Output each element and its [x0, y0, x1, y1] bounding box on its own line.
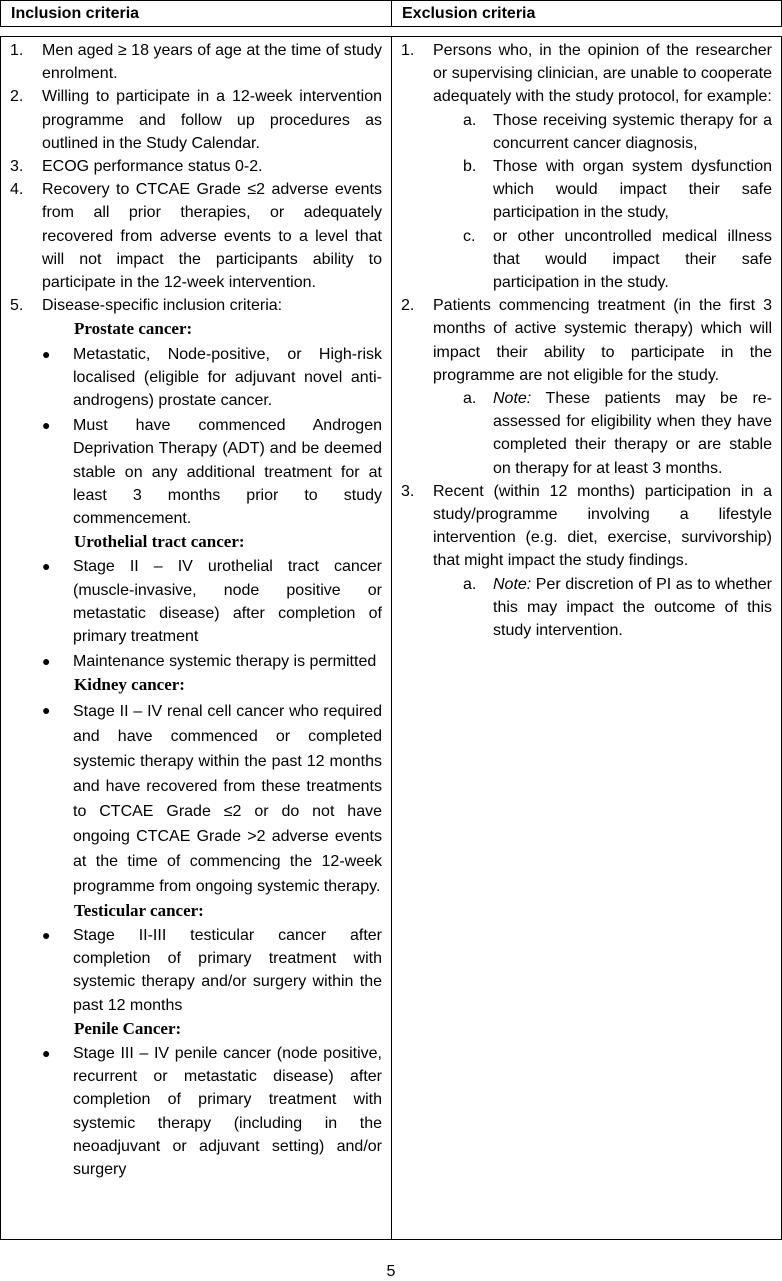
- bullet-text: Metastatic, Node-positive, or High-risk localised (eligible for adjuvant novel anti-androgens) prostate cancer.: [73, 345, 382, 410]
- criteria-table-body: [0, 36, 782, 1240]
- inclusion-item: [10, 178, 382, 294]
- bullet-icon: ●: [42, 417, 51, 434]
- testicular-cancer-heading: Testicular cancer:: [74, 900, 204, 920]
- note-label: Note:: [493, 575, 532, 593]
- item-text: Disease-specific inclusion criteria:: [42, 297, 283, 315]
- bullet-text: Must have commenced Androgen Deprivation Therapy (ADT) and be deemed stable on any additional treatment for at least 3 months prior to study commencement.: [73, 417, 382, 528]
- sub-item-text: or other uncontrolled medical illness that would impact their safe participation in the study.: [493, 227, 772, 292]
- criteria-table-header: [0, 0, 782, 27]
- note-text: Per discretion of PI as to whether this may impact the outcome of this study intervention.: [493, 575, 772, 640]
- inclusion-column: [1, 37, 392, 1239]
- item-number: 2.: [10, 88, 24, 106]
- exclusion-item: [401, 480, 772, 573]
- item-number: 3.: [10, 158, 24, 176]
- sub-item-text: Those receiving systemic therapy for a concurrent cancer diagnosis,: [493, 111, 772, 152]
- item-number: 5.: [10, 297, 24, 315]
- sub-item: [463, 225, 772, 295]
- inclusion-item: [10, 39, 382, 85]
- bullet-item: [42, 924, 382, 1017]
- item-text: Recovery to CTCAE Grade ≤2 adverse events from all prior therapies, or adequately recovered from adverse events to a level that will not impact the participants ability to participate in the 12-week intervention.: [42, 181, 382, 292]
- item-number: 4.: [10, 181, 24, 199]
- kidney-cancer-heading: Kidney cancer:: [74, 675, 185, 695]
- bullet-icon: ●: [42, 1044, 51, 1061]
- item-number: 3.: [401, 482, 415, 500]
- inclusion-item: [10, 155, 382, 178]
- sub-item: [463, 109, 772, 155]
- page-number: 5: [386, 1263, 396, 1280]
- penile-cancer-heading: Penile Cancer:: [74, 1018, 182, 1038]
- exclusion-item: [401, 294, 772, 387]
- bullet-icon: ●: [42, 558, 51, 575]
- item-number: 1.: [10, 42, 24, 59]
- bullet-text: Maintenance systemic therapy is permitted: [73, 653, 377, 671]
- prostate-cancer-heading: Prostate cancer:: [74, 319, 193, 339]
- note-label: Note:: [493, 390, 532, 408]
- bullet-icon: ●: [42, 653, 51, 670]
- sub-item-letter: a.: [463, 111, 477, 129]
- inclusion-item: [10, 85, 382, 155]
- item-text: Recent (within 12 months) participation in a study/programme involving a lifestyle intervention (e.g. diet, exercise, survivorship) that might impact the study findings.: [433, 482, 772, 570]
- bullet-text: Stage III – IV penile cancer (node positive, recurrent or metastatic disease) after completion of primary treatment with systemic therapy (including in the neoadjuvant or adjuvant setting) and/or surgery: [73, 1044, 382, 1178]
- bullet-icon: ●: [42, 345, 51, 362]
- sub-item-letter: a.: [463, 390, 477, 408]
- item-text: ECOG performance status 0-2.: [42, 158, 263, 176]
- sub-item-text: Those with organ system dysfunction which would impact their safe participation in the study,: [493, 158, 772, 222]
- sub-item-letter: b.: [463, 158, 477, 176]
- bullet-icon: ●: [42, 926, 51, 943]
- bullet-item: [42, 343, 382, 413]
- sub-item-text: [493, 573, 772, 643]
- bullet-item: [42, 699, 382, 899]
- bullet-item: [42, 414, 382, 530]
- item-number: 1.: [401, 42, 415, 59]
- item-text: Willing to participate in a 12-week intervention programme and follow up procedures as outlined in the Study Calendar.: [42, 88, 382, 152]
- urothelial-cancer-heading: Urothelial tract cancer:: [74, 532, 245, 552]
- item-text: Men aged ≥ 18 years of age at the time of study enrolment.: [42, 42, 382, 83]
- sub-item: [463, 573, 772, 643]
- note-text: These patients may be re-assessed for eligibility when they have completed their therapy or are stable on therapy for at least 3 months.: [493, 390, 772, 477]
- item-text: Patients commencing treatment (in the first 3 months of active systemic therapy) which will impact their ability to participate in the programme are not eligible for the study.: [433, 297, 772, 384]
- inclusion-criteria-heading: Inclusion criteria: [1, 1, 392, 26]
- exclusion-column: [392, 37, 781, 1239]
- sub-item-letter: a.: [463, 575, 477, 593]
- sub-item: [463, 155, 772, 225]
- bullet-item: [42, 1042, 382, 1181]
- exclusion-criteria-heading: Exclusion criteria: [402, 5, 536, 22]
- item-text: Persons who, in the opinion of the researcher or supervising clinician, are unable to cooperate adequately with the study protocol, for example:: [433, 42, 772, 106]
- bullet-text: Stage II-III testicular cancer after completion of primary treatment with systemic therapy and/or surgery within the past 12 months: [73, 926, 382, 1014]
- inclusion-item: [10, 294, 382, 317]
- sub-item: [463, 387, 772, 480]
- bullet-text: Stage II – IV urothelial tract cancer (muscle-invasive, node positive or metastatic disease) after completion of primary treatment: [73, 558, 382, 646]
- bullet-icon: ●: [42, 701, 51, 718]
- sub-item-letter: c.: [463, 227, 476, 245]
- bullet-item: [42, 650, 382, 673]
- bullet-text: Stage II – IV renal cell cancer who required and have commenced or completed systemic therapy within the past 12 months and have recovered from these treatments to CTCAE Grade ≤2 or do not have ongoing CTCAE Grade >2 adverse events at the time of commencing the 12-week programme from ongoing systemic therapy.: [73, 702, 382, 895]
- sub-item-text: [493, 387, 772, 480]
- exclusion-item: [401, 39, 772, 109]
- bullet-item: [42, 555, 382, 648]
- item-number: 2.: [401, 297, 415, 315]
